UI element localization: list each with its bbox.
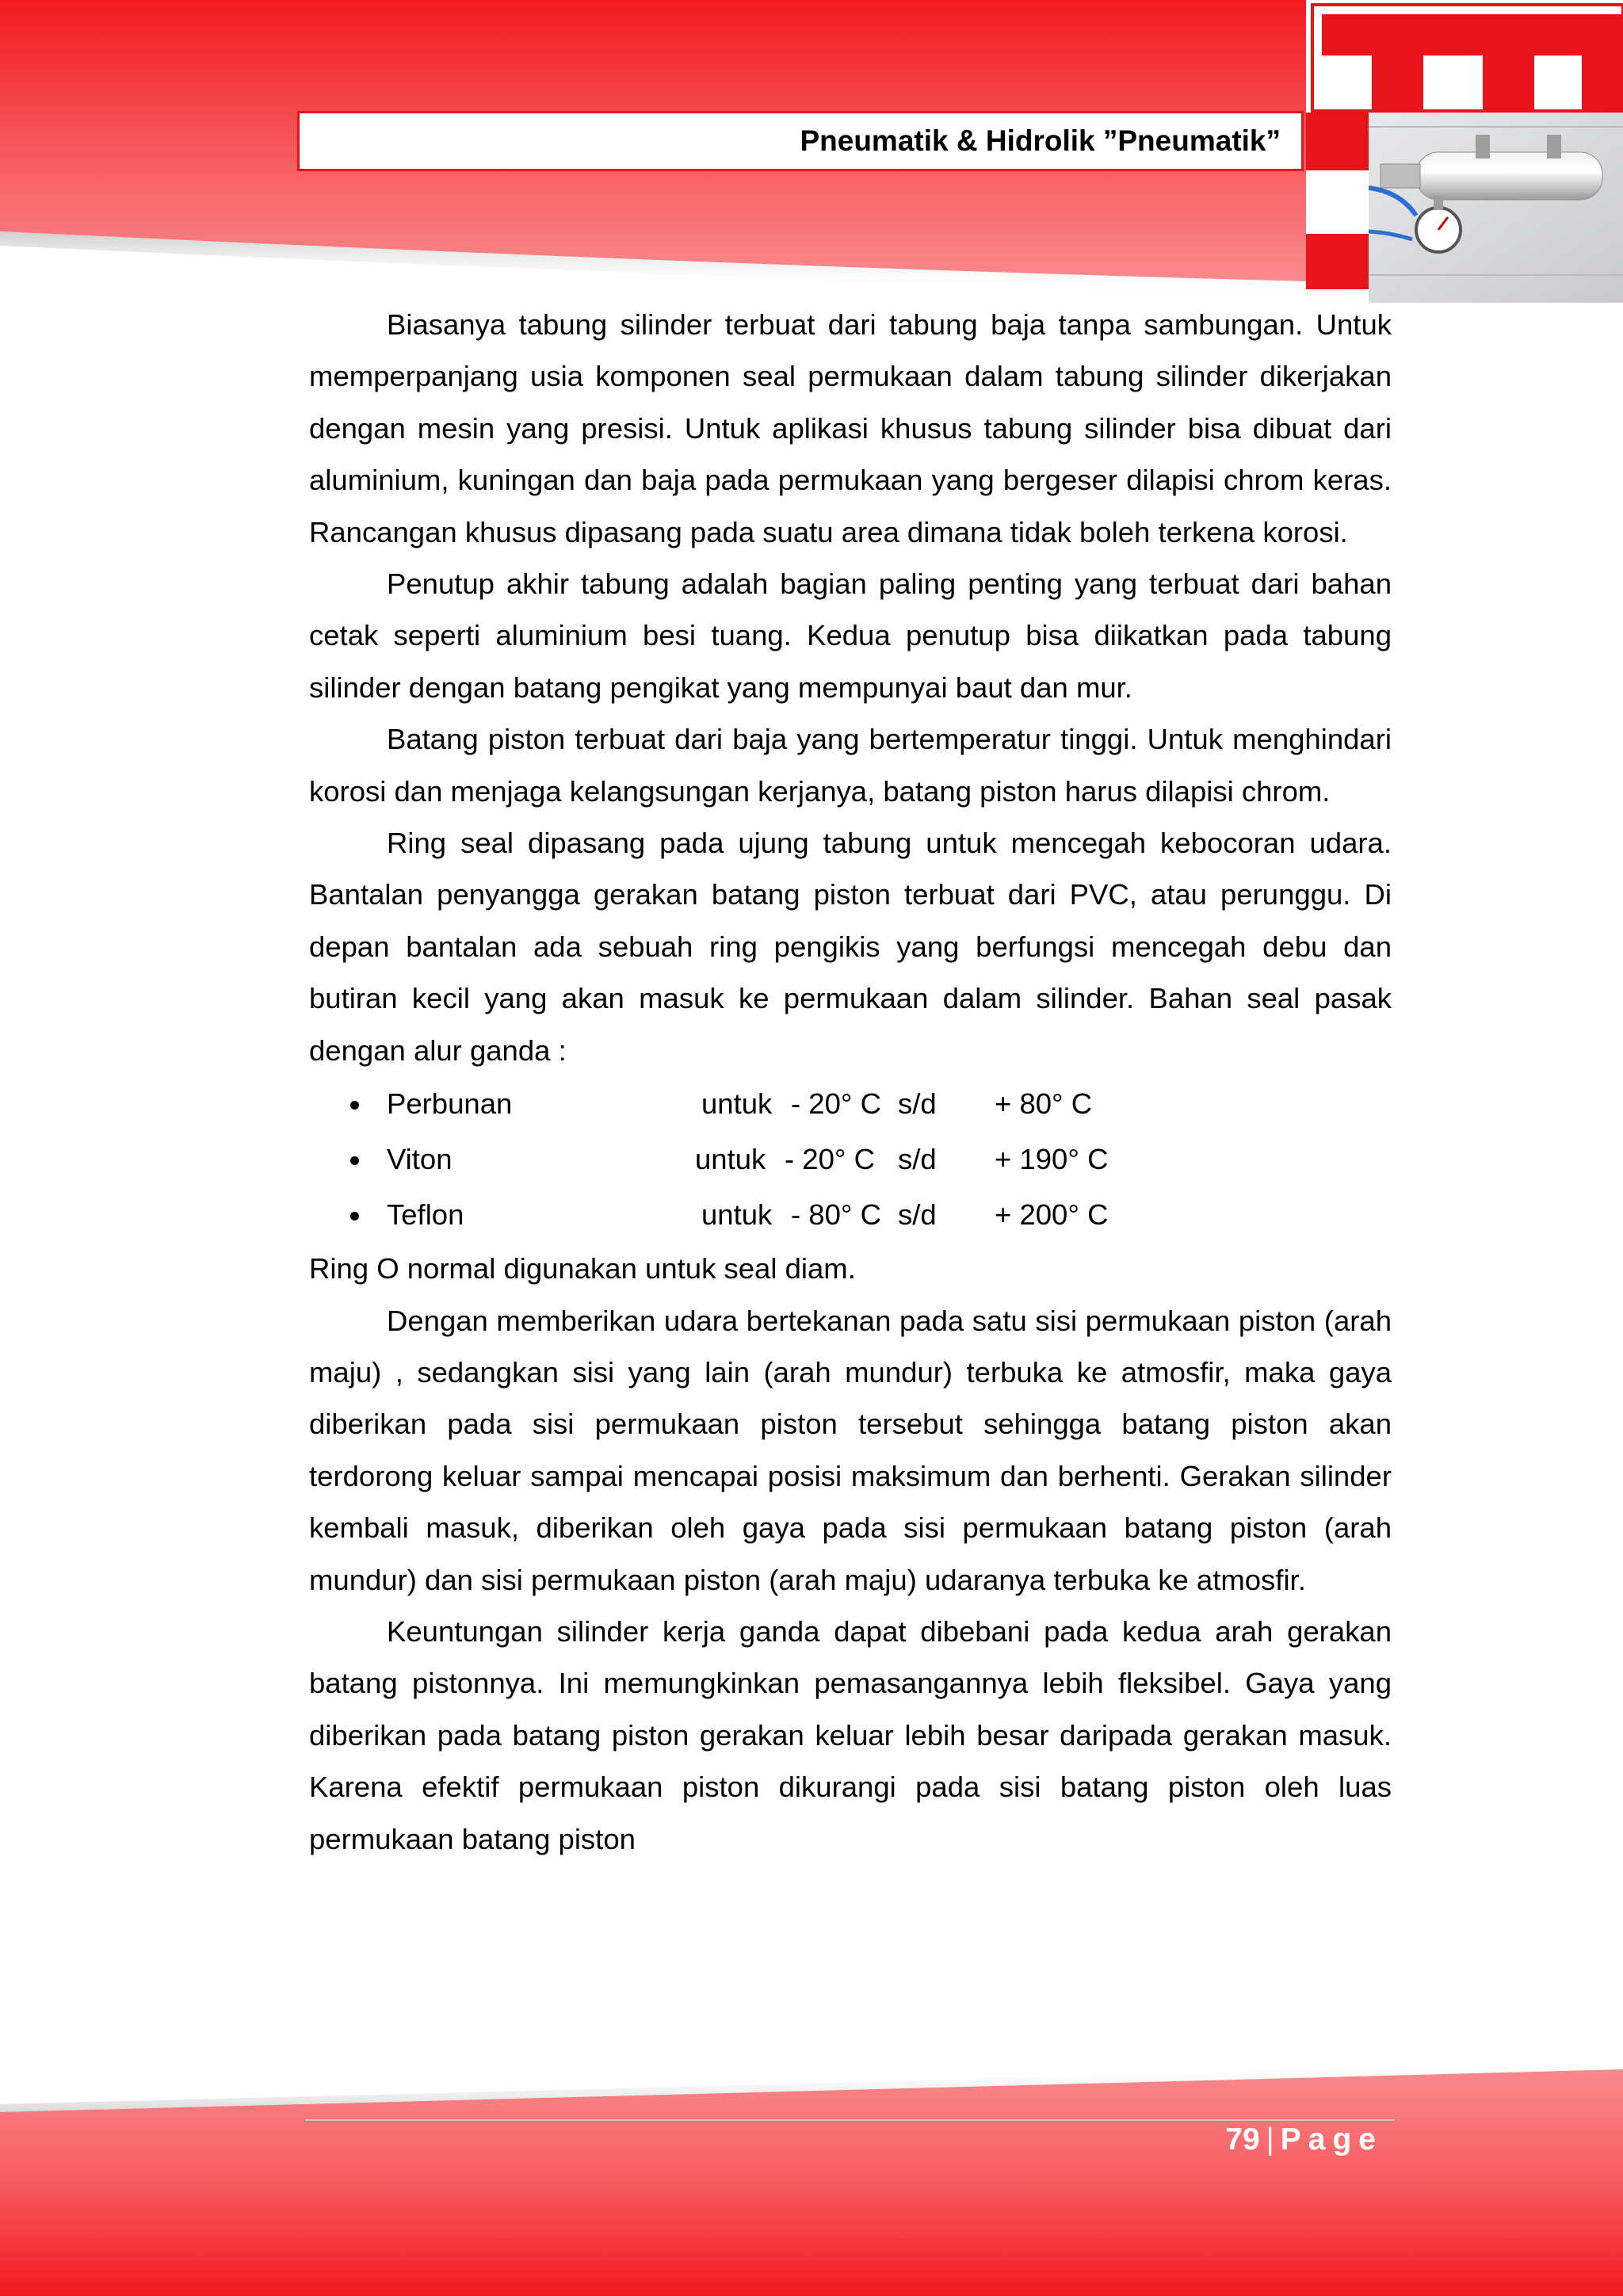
bullet-icon [350,1212,359,1221]
paragraph-1: Biasanya tabung silinder terbuat dari tabung baja tanpa sambungan. Untuk memperpanjang usia komponen seal permukaan dalam tabung silinder dikerjakan dengan mesin yang presisi. Untuk aplikasi khusus tabung silinder bisa dibuat dari aluminium, kuningan dan baja pada permukaan yang bergeser dilapisi chrom keras. Rancangan khusus dipasang pada suatu area dimana tidak boleh terkena korosi. [309,308,1392,548]
header-title-box [297,111,1304,171]
temp-min: - 20° C [791,1087,881,1121]
page-number-label [1225,2122,1383,2157]
temp-min: - 80° C [791,1198,881,1232]
bullet-icon [350,1101,359,1110]
for-label: untuk [695,1143,766,1176]
pneumatic-cylinder-photo [1369,113,1623,303]
page-word: Page [1280,2122,1383,2157]
for-label: untuk [701,1087,773,1121]
material-name: Teflon [387,1198,464,1232]
paragraph-4: Ring seal dipasang pada ujung tabung untuk mencegah kebocoran udara. Bantalan penyangga gerakan batang piston terbuat dari PVC, atau perunggu. Di depan bantalan ada sebuah ring pengikis yang berfungsi mencegah debu dan butiran kecil yang akan masuk ke permukaan dalam silinder. Bahan seal pasak dengan alur ganda : [309,827,1392,1067]
page-number: 79 [1225,2122,1260,2157]
bullet-icon [350,1156,359,1165]
paragraph-5: Ring O normal digunakan untuk seal diam. [309,1252,856,1286]
footer-band [0,2049,1623,2296]
paragraph-2: Penutup akhir tabung adalah bagian paling penting yang terbuat dari bahan cetak seperti aluminium besi tuang. Kedua penutup bisa diikatkan pada tabung silinder dengan batang pengikat yang mempunyai baut dan mur. [309,567,1392,704]
paragraph-3: Batang piston terbuat dari baja yang bertemperatur tinggi. Untuk menghindari korosi dan menjaga kelangsungan kerjanya, batang piston harus dilapisi chrom. [309,723,1392,808]
material-name: Perbunan [387,1087,513,1121]
range-separator: s/d [898,1087,937,1121]
paragraph-6: Dengan memberikan udara bertekanan pada satu sisi permukaan piston (arah maju) , sedangkan sisi yang lain (arah mundur) terbuka ke atmosfir, maka gaya diberikan pada sisi permukaan piston tersebut sehingga batang piston akan terdorong keluar sampai mencapai posisi maksimum dan berhenti. Gerakan silinder kembali masuk, diberikan oleh gaya pada sisi permukaan batang piston (arah mundur) dan sisi permukaan piston (arah maju) udaranya terbuka ke atmosfir. [309,1304,1392,1596]
temp-max: + 190° C [995,1143,1109,1176]
range-separator: s/d [898,1143,937,1176]
temp-max: + 200° C [995,1198,1109,1232]
range-separator: s/d [898,1198,937,1232]
temp-max: + 80° C [995,1087,1093,1121]
header-title: Pneumatik & Hidrolik ”Pneumatik” [800,124,1281,157]
paragraph-7: Keuntungan silinder kerja ganda dapat dibebani pada kedua arah gerakan batang pistonnya. Ini memungkinkan pemasangannya lebih fleksibel. Gaya yang diberikan pada batang piston gerakan keluar lebih besar daripada gerakan masuk. Karena efektif permukaan piston dikurangi pada sisi batang piston oleh luas permukaan batang piston [309,1614,1392,1855]
footer-divider [305,2119,1395,2121]
list-item [309,1076,1392,1132]
page-content [309,299,1392,1865]
list-item [309,1132,1392,1187]
seal-material-list [309,1076,1392,1243]
page-separator: | [1266,2122,1274,2157]
for-label: untuk [701,1198,773,1232]
temp-min: - 20° C [785,1143,875,1176]
material-name: Viton [387,1143,453,1176]
list-item [309,1187,1392,1243]
